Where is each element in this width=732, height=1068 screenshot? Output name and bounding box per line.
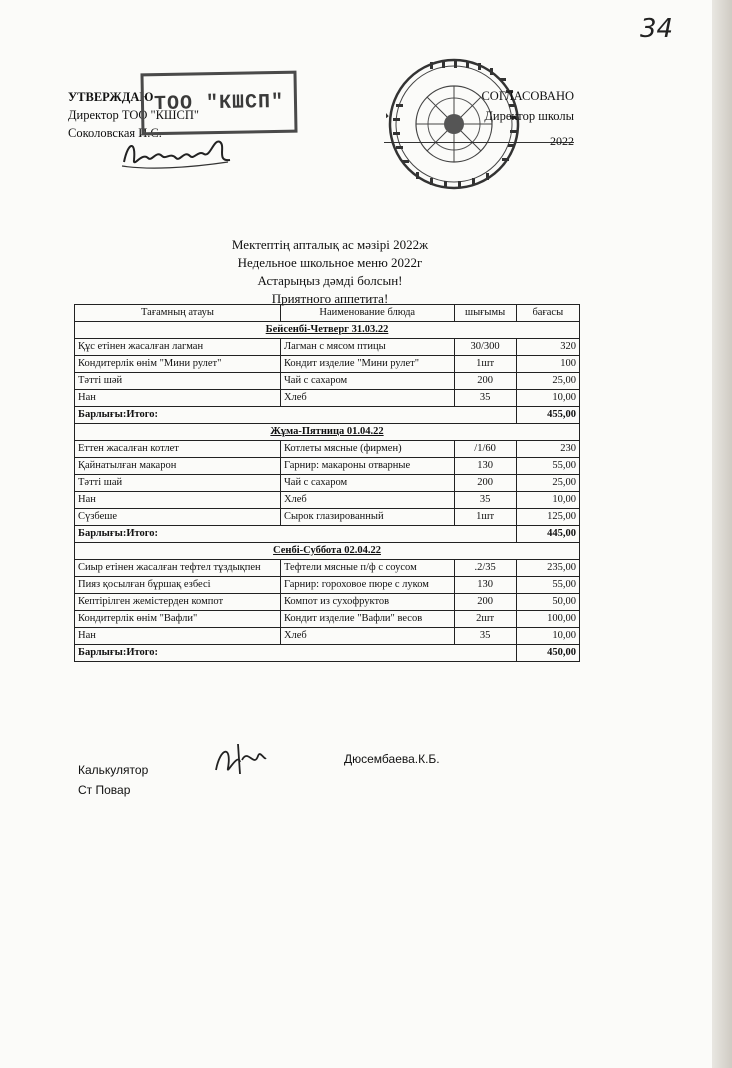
dish-price: 235,00 xyxy=(516,560,579,577)
total-value: 445,00 xyxy=(516,526,579,543)
dish-kazakh: Пияз қосылған бұршақ езбесі xyxy=(75,577,281,594)
header-kazakh-name: Тағамның атауы xyxy=(75,305,281,322)
heading-line-russian: Недельное школьное меню 2022г xyxy=(237,255,423,270)
table-row xyxy=(75,577,580,594)
dish-price: 55,00 xyxy=(516,458,579,475)
dish-kazakh: Қайнатылған макарон xyxy=(75,458,281,475)
dish-price: 320 xyxy=(516,339,579,356)
header-price: бағасы xyxy=(516,305,579,322)
approval-right-year: 2022 xyxy=(384,128,574,143)
dish-kazakh: Тәтті шәй xyxy=(75,373,281,390)
table-row xyxy=(75,441,580,458)
heading-wish-russian: Приятного аппетита! xyxy=(271,291,389,306)
dish-price: 100,00 xyxy=(516,611,579,628)
dish-kazakh: Нан xyxy=(75,390,281,407)
table-row xyxy=(75,509,580,526)
dish-russian: Чай с сахаром xyxy=(280,373,454,390)
dish-russian: Кондит изделие "Вафли" весов xyxy=(280,611,454,628)
table-row xyxy=(75,628,580,645)
dish-kazakh: Құс етінен жасалған лагман xyxy=(75,339,281,356)
dish-russian: Кондит изделие "Мини рулет" xyxy=(280,356,454,373)
table-row xyxy=(75,560,580,577)
dish-price: 25,00 xyxy=(516,475,579,492)
dish-portion: 35 xyxy=(454,390,516,407)
menu-table xyxy=(74,304,580,662)
header-portion: шығымы xyxy=(454,305,516,322)
dish-russian: Котлеты мясные (фирмен) xyxy=(280,441,454,458)
table-header-row xyxy=(75,305,580,322)
table-row xyxy=(75,390,580,407)
table-row xyxy=(75,458,580,475)
day-row xyxy=(75,543,580,560)
day-title: Сенбі-Суббота 02.04.22 xyxy=(75,543,580,560)
dish-portion: 1шт xyxy=(454,356,516,373)
dish-portion: /1/60 xyxy=(454,441,516,458)
dish-kazakh: Сүзбеше xyxy=(75,509,281,526)
table-row xyxy=(75,611,580,628)
dish-portion: .2/35 xyxy=(454,560,516,577)
day-row xyxy=(75,424,580,441)
total-value: 455,00 xyxy=(516,407,579,424)
dish-price: 10,00 xyxy=(516,628,579,645)
dish-russian: Тефтели мясные п/ф с соусом xyxy=(280,560,454,577)
dish-price: 50,00 xyxy=(516,594,579,611)
dish-portion: 1шт xyxy=(454,509,516,526)
dish-portion: 35 xyxy=(454,628,516,645)
dish-portion: 200 xyxy=(454,475,516,492)
dish-kazakh: Тәтті шай xyxy=(75,475,281,492)
approval-right xyxy=(384,86,574,148)
table-row xyxy=(75,492,580,509)
dish-kazakh: Еттен жасалған котлет xyxy=(75,441,281,458)
dish-russian: Чай с сахаром xyxy=(280,475,454,492)
dish-kazakh: Кептірілген жемістерден компот xyxy=(75,594,281,611)
dish-price: 25,00 xyxy=(516,373,579,390)
dish-russian: Гарнир: гороховое пюре с луком xyxy=(280,577,454,594)
director-signature xyxy=(118,132,238,176)
total-value: 450,00 xyxy=(516,645,579,662)
total-label: Барлығы:Итого: xyxy=(75,407,517,424)
menu-heading xyxy=(160,236,500,308)
total-label: Барлығы:Итого: xyxy=(75,645,517,662)
role-chef: Ст Повар xyxy=(78,783,131,797)
dish-russian: Сырок глазированный xyxy=(280,509,454,526)
day-title: Жұма-Пятница 01.04.22 xyxy=(75,424,580,441)
company-stamp: ТОО "КШСП" xyxy=(140,71,297,136)
dish-portion: 130 xyxy=(454,458,516,475)
dish-price: 10,00 xyxy=(516,492,579,509)
role-calculator: Калькулятор xyxy=(78,763,149,777)
approval-left-position: Директор ТОО "КШСП" xyxy=(68,108,200,122)
day-title: Бейсенбі-Четверг 31.03.22 xyxy=(75,322,580,339)
dish-kazakh: Кондитерлік өнім "Мини рулет" xyxy=(75,356,281,373)
dish-kazakh: Кондитерлік өнім "Вафли" xyxy=(75,611,281,628)
header-russian-name: Наименование блюда xyxy=(280,305,454,322)
total-row xyxy=(75,526,580,543)
dish-portion: 130 xyxy=(454,577,516,594)
approval-right-position: Директор школы xyxy=(484,109,574,123)
dish-portion: 200 xyxy=(454,373,516,390)
dish-price: 125,00 xyxy=(516,509,579,526)
heading-wish-kazakh: Астарыңыз дәмді болсын! xyxy=(257,273,403,288)
dish-kazakh: Нан xyxy=(75,628,281,645)
approval-right-title: СОГЛАСОВАНО xyxy=(481,89,574,103)
page-number: 34 xyxy=(640,14,674,44)
dish-russian: Хлеб xyxy=(280,492,454,509)
dish-russian: Лагман с мясом птицы xyxy=(280,339,454,356)
dish-kazakh: Сиыр етінен жасалған тефтел тұздықпен xyxy=(75,560,281,577)
dish-portion: 2шт xyxy=(454,611,516,628)
dish-price: 230 xyxy=(516,441,579,458)
total-row xyxy=(75,645,580,662)
dish-russian: Гарнир: макароны отварные xyxy=(280,458,454,475)
approval-left-title: УТВЕРЖДАЮ xyxy=(68,90,154,104)
table-row xyxy=(75,356,580,373)
footer-roles xyxy=(78,760,148,800)
approval-left-name: Соколовская И.С. xyxy=(68,126,162,140)
dish-kazakh: Нан xyxy=(75,492,281,509)
dish-russian: Хлеб xyxy=(280,390,454,407)
dish-price: 10,00 xyxy=(516,390,579,407)
dish-portion: 35 xyxy=(454,492,516,509)
dish-russian: Хлеб xyxy=(280,628,454,645)
calculator-name: Дюсембаева.К.Б. xyxy=(344,752,440,766)
dish-portion: 30/300 xyxy=(454,339,516,356)
table-row xyxy=(75,339,580,356)
dish-russian: Компот из сухофруктов xyxy=(280,594,454,611)
day-row xyxy=(75,322,580,339)
table-row xyxy=(75,475,580,492)
table-row xyxy=(75,373,580,390)
dish-price: 100 xyxy=(516,356,579,373)
calculator-signature xyxy=(210,738,270,778)
table-row xyxy=(75,594,580,611)
total-row xyxy=(75,407,580,424)
heading-line-kazakh: Мектептің апталық ас мәзірі 2022ж xyxy=(231,237,429,252)
dish-price: 55,00 xyxy=(516,577,579,594)
page-edge xyxy=(712,0,732,1068)
dish-portion: 200 xyxy=(454,594,516,611)
total-label: Барлығы:Итого: xyxy=(75,526,517,543)
